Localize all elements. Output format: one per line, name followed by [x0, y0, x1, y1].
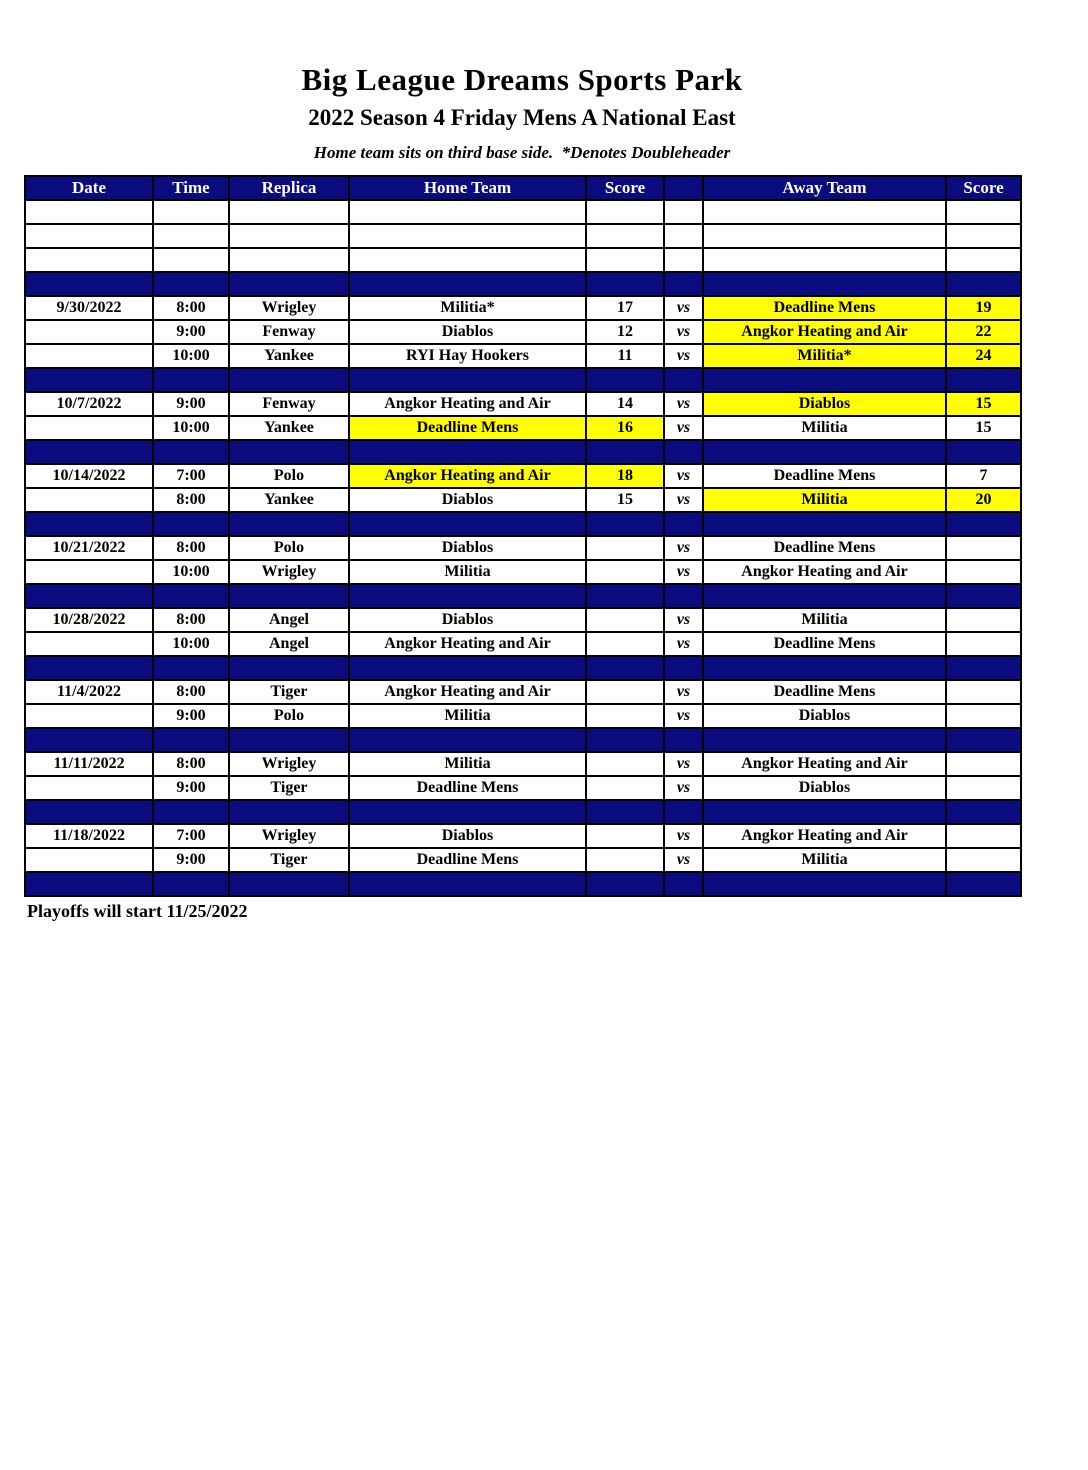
separator-cell: [664, 512, 703, 536]
away-score-cell: [946, 752, 1021, 776]
replica-cell: [229, 224, 349, 248]
home-score-cell: 18: [586, 464, 664, 488]
home-team-cell: Deadline Mens: [349, 848, 586, 872]
away-score-cell: [946, 224, 1021, 248]
away-team-cell: Deadline Mens: [703, 632, 946, 656]
separator-cell: [25, 584, 153, 608]
separator-cell: [153, 440, 229, 464]
vs-cell: vs: [664, 488, 703, 512]
replica-cell: Wrigley: [229, 824, 349, 848]
separator-cell: [349, 368, 586, 392]
separator-cell: [349, 728, 586, 752]
vs-cell: vs: [664, 608, 703, 632]
separator-cell: [586, 584, 664, 608]
home-score-cell: 12: [586, 320, 664, 344]
away-score-cell: [946, 848, 1021, 872]
separator-cell: [946, 872, 1021, 896]
time-cell: 10:00: [153, 632, 229, 656]
separator-cell: [349, 512, 586, 536]
home-score-cell: [586, 680, 664, 704]
time-cell: 8:00: [153, 536, 229, 560]
column-header: Score: [946, 176, 1021, 200]
vs-cell: vs: [664, 344, 703, 368]
separator-cell: [946, 728, 1021, 752]
date-cell: [25, 776, 153, 800]
vs-cell: vs: [664, 320, 703, 344]
column-header: [664, 176, 703, 200]
separator-cell: [153, 872, 229, 896]
home-score-cell: [586, 560, 664, 584]
separator-row: [25, 440, 1021, 464]
separator-cell: [946, 272, 1021, 296]
away-score-cell: [946, 680, 1021, 704]
home-score-cell: [586, 224, 664, 248]
empty-row: [25, 200, 1021, 224]
separator-cell: [946, 512, 1021, 536]
separator-cell: [25, 368, 153, 392]
vs-cell: vs: [664, 752, 703, 776]
separator-cell: [153, 800, 229, 824]
away-team-cell: Angkor Heating and Air: [703, 752, 946, 776]
vs-cell: [664, 200, 703, 224]
separator-row: [25, 800, 1021, 824]
separator-cell: [229, 584, 349, 608]
time-cell: 9:00: [153, 776, 229, 800]
replica-cell: Polo: [229, 704, 349, 728]
separator-cell: [703, 872, 946, 896]
separator-cell: [586, 872, 664, 896]
home-score-cell: 15: [586, 488, 664, 512]
date-cell: [25, 416, 153, 440]
separator-cell: [153, 368, 229, 392]
vs-cell: vs: [664, 824, 703, 848]
vs-cell: vs: [664, 416, 703, 440]
game-row: [25, 320, 1021, 344]
home-score-cell: 14: [586, 392, 664, 416]
date-cell: [25, 632, 153, 656]
time-cell: 8:00: [153, 296, 229, 320]
time-cell: 9:00: [153, 848, 229, 872]
home-team-cell: [349, 224, 586, 248]
column-header: Time: [153, 176, 229, 200]
date-cell: [25, 320, 153, 344]
away-score-cell: 15: [946, 416, 1021, 440]
home-score-cell: [586, 200, 664, 224]
home-team-cell: Angkor Heating and Air: [349, 680, 586, 704]
separator-cell: [349, 440, 586, 464]
separator-row: [25, 656, 1021, 680]
schedule-table: [24, 175, 1022, 897]
column-header: Home Team: [349, 176, 586, 200]
home-score-cell: [586, 608, 664, 632]
separator-cell: [703, 512, 946, 536]
home-score-cell: 11: [586, 344, 664, 368]
date-cell: 10/21/2022: [25, 536, 153, 560]
date-cell: 11/4/2022: [25, 680, 153, 704]
vs-cell: vs: [664, 632, 703, 656]
separator-cell: [664, 800, 703, 824]
vs-cell: [664, 248, 703, 272]
schedule-document: [24, 62, 1020, 922]
separator-cell: [586, 272, 664, 296]
home-team-cell: Militia: [349, 704, 586, 728]
game-row: [25, 344, 1021, 368]
away-team-cell: Angkor Heating and Air: [703, 320, 946, 344]
separator-cell: [586, 512, 664, 536]
separator-cell: [946, 800, 1021, 824]
away-score-cell: 24: [946, 344, 1021, 368]
separator-cell: [349, 272, 586, 296]
vs-cell: vs: [664, 560, 703, 584]
vs-cell: vs: [664, 392, 703, 416]
date-cell: [25, 560, 153, 584]
date-cell: 11/18/2022: [25, 824, 153, 848]
separator-cell: [229, 656, 349, 680]
home-team-cell: Diablos: [349, 320, 586, 344]
column-header: Replica: [229, 176, 349, 200]
vs-cell: vs: [664, 296, 703, 320]
away-team-cell: Militia: [703, 488, 946, 512]
home-team-cell: Angkor Heating and Air: [349, 632, 586, 656]
game-row: [25, 848, 1021, 872]
time-cell: 8:00: [153, 488, 229, 512]
separator-cell: [229, 368, 349, 392]
game-row: [25, 464, 1021, 488]
replica-cell: Yankee: [229, 488, 349, 512]
separator-cell: [229, 440, 349, 464]
home-team-cell: Angkor Heating and Air: [349, 392, 586, 416]
replica-cell: Tiger: [229, 776, 349, 800]
away-team-cell: Deadline Mens: [703, 680, 946, 704]
away-score-cell: [946, 248, 1021, 272]
time-cell: [153, 248, 229, 272]
away-score-cell: [946, 776, 1021, 800]
separator-cell: [586, 728, 664, 752]
away-team-cell: Militia: [703, 848, 946, 872]
date-cell: [25, 200, 153, 224]
vs-cell: vs: [664, 704, 703, 728]
date-cell: 10/14/2022: [25, 464, 153, 488]
page-title: Big League Dreams Sports Park: [301, 62, 743, 97]
home-team-cell: Militia: [349, 560, 586, 584]
time-cell: 9:00: [153, 392, 229, 416]
away-score-cell: [946, 560, 1021, 584]
date-cell: 11/11/2022: [25, 752, 153, 776]
time-cell: [153, 224, 229, 248]
game-row: [25, 488, 1021, 512]
separator-cell: [153, 512, 229, 536]
time-cell: 7:00: [153, 464, 229, 488]
time-cell: [153, 200, 229, 224]
home-score-cell: [586, 248, 664, 272]
separator-cell: [229, 512, 349, 536]
separator-cell: [946, 584, 1021, 608]
separator-cell: [25, 656, 153, 680]
separator-cell: [664, 872, 703, 896]
away-score-cell: 7: [946, 464, 1021, 488]
home-score-cell: [586, 824, 664, 848]
separator-cell: [586, 368, 664, 392]
separator-cell: [586, 800, 664, 824]
home-team-cell: Militia*: [349, 296, 586, 320]
separator-cell: [349, 656, 586, 680]
away-team-cell: [703, 224, 946, 248]
separator-cell: [153, 272, 229, 296]
replica-cell: Polo: [229, 464, 349, 488]
playoffs-note: Playoffs will start 11/25/2022: [27, 900, 248, 921]
away-team-cell: Deadline Mens: [703, 536, 946, 560]
separator-cell: [25, 728, 153, 752]
separator-cell: [946, 440, 1021, 464]
game-row: [25, 296, 1021, 320]
away-team-cell: Militia: [703, 608, 946, 632]
empty-row: [25, 224, 1021, 248]
date-cell: 10/7/2022: [25, 392, 153, 416]
game-row: [25, 704, 1021, 728]
home-score-cell: 17: [586, 296, 664, 320]
separator-cell: [664, 728, 703, 752]
separator-cell: [664, 440, 703, 464]
home-team-cell: Diablos: [349, 824, 586, 848]
away-score-cell: [946, 536, 1021, 560]
separator-cell: [664, 272, 703, 296]
separator-cell: [703, 656, 946, 680]
home-score-cell: 16: [586, 416, 664, 440]
separator-cell: [946, 656, 1021, 680]
time-cell: 7:00: [153, 824, 229, 848]
header-row: [25, 176, 1021, 200]
replica-cell: Angel: [229, 608, 349, 632]
column-header: Score: [586, 176, 664, 200]
column-header: Date: [25, 176, 153, 200]
date-cell: 9/30/2022: [25, 296, 153, 320]
separator-cell: [664, 368, 703, 392]
game-row: [25, 608, 1021, 632]
separator-row: [25, 728, 1021, 752]
vs-cell: vs: [664, 776, 703, 800]
home-team-cell: Diablos: [349, 536, 586, 560]
away-team-cell: Angkor Heating and Air: [703, 824, 946, 848]
separator-cell: [229, 872, 349, 896]
separator-cell: [25, 272, 153, 296]
away-score-cell: [946, 824, 1021, 848]
replica-cell: [229, 248, 349, 272]
away-team-cell: Diablos: [703, 704, 946, 728]
game-row: [25, 752, 1021, 776]
separator-cell: [703, 800, 946, 824]
replica-cell: Fenway: [229, 392, 349, 416]
away-score-cell: 15: [946, 392, 1021, 416]
replica-cell: Angel: [229, 632, 349, 656]
separator-cell: [349, 800, 586, 824]
separator-row: [25, 512, 1021, 536]
separator-cell: [586, 440, 664, 464]
replica-cell: Polo: [229, 536, 349, 560]
home-team-cell: [349, 248, 586, 272]
away-score-cell: 20: [946, 488, 1021, 512]
time-cell: 8:00: [153, 680, 229, 704]
separator-cell: [664, 656, 703, 680]
separator-cell: [703, 584, 946, 608]
away-score-cell: 22: [946, 320, 1021, 344]
separator-row: [25, 368, 1021, 392]
separator-cell: [25, 800, 153, 824]
replica-cell: Tiger: [229, 680, 349, 704]
game-row: [25, 632, 1021, 656]
away-score-cell: [946, 704, 1021, 728]
vs-cell: vs: [664, 536, 703, 560]
separator-cell: [946, 368, 1021, 392]
separator-cell: [664, 584, 703, 608]
time-cell: 9:00: [153, 704, 229, 728]
separator-cell: [153, 656, 229, 680]
date-cell: [25, 224, 153, 248]
home-score-cell: [586, 536, 664, 560]
vs-cell: vs: [664, 680, 703, 704]
replica-cell: Wrigley: [229, 752, 349, 776]
home-score-cell: [586, 704, 664, 728]
vs-cell: vs: [664, 848, 703, 872]
time-cell: 10:00: [153, 560, 229, 584]
away-score-cell: 19: [946, 296, 1021, 320]
time-cell: 10:00: [153, 344, 229, 368]
game-row: [25, 560, 1021, 584]
separator-cell: [25, 440, 153, 464]
home-team-cell: Deadline Mens: [349, 416, 586, 440]
separator-cell: [153, 728, 229, 752]
replica-cell: Fenway: [229, 320, 349, 344]
empty-row: [25, 248, 1021, 272]
date-cell: [25, 848, 153, 872]
separator-row: [25, 872, 1021, 896]
replica-cell: Wrigley: [229, 296, 349, 320]
game-row: [25, 536, 1021, 560]
game-row: [25, 680, 1021, 704]
home-team-cell: RYI Hay Hookers: [349, 344, 586, 368]
date-cell: 10/28/2022: [25, 608, 153, 632]
separator-cell: [229, 728, 349, 752]
away-team-cell: Angkor Heating and Air: [703, 560, 946, 584]
time-cell: 10:00: [153, 416, 229, 440]
separator-cell: [703, 368, 946, 392]
game-row: [25, 416, 1021, 440]
separator-cell: [229, 800, 349, 824]
page-subtitle: 2022 Season 4 Friday Mens A National East: [308, 104, 736, 130]
time-cell: 9:00: [153, 320, 229, 344]
away-team-cell: Diablos: [703, 392, 946, 416]
home-team-cell: [349, 200, 586, 224]
replica-cell: Yankee: [229, 416, 349, 440]
separator-cell: [349, 872, 586, 896]
separator-cell: [703, 728, 946, 752]
away-team-cell: [703, 248, 946, 272]
separator-cell: [25, 872, 153, 896]
separator-cell: [586, 656, 664, 680]
vs-cell: [664, 224, 703, 248]
home-team-cell: Diablos: [349, 488, 586, 512]
away-team-cell: Militia*: [703, 344, 946, 368]
replica-cell: Yankee: [229, 344, 349, 368]
game-row: [25, 392, 1021, 416]
date-cell: [25, 248, 153, 272]
game-row: [25, 776, 1021, 800]
separator-cell: [153, 584, 229, 608]
separator-cell: [703, 272, 946, 296]
away-score-cell: [946, 608, 1021, 632]
away-score-cell: [946, 200, 1021, 224]
time-cell: 8:00: [153, 608, 229, 632]
date-cell: [25, 488, 153, 512]
home-score-cell: [586, 776, 664, 800]
replica-cell: Tiger: [229, 848, 349, 872]
vs-cell: vs: [664, 464, 703, 488]
home-team-cell: Diablos: [349, 608, 586, 632]
away-team-cell: Deadline Mens: [703, 296, 946, 320]
away-team-cell: [703, 200, 946, 224]
game-row: [25, 824, 1021, 848]
home-score-cell: [586, 752, 664, 776]
home-team-cell: Angkor Heating and Air: [349, 464, 586, 488]
schedule-table-body: [25, 200, 1021, 896]
replica-cell: Wrigley: [229, 560, 349, 584]
separator-row: [25, 584, 1021, 608]
separator-cell: [25, 512, 153, 536]
column-header: Away Team: [703, 176, 946, 200]
away-team-cell: Deadline Mens: [703, 464, 946, 488]
separator-cell: [349, 584, 586, 608]
separator-row: [25, 272, 1021, 296]
home-score-cell: [586, 848, 664, 872]
home-score-cell: [586, 632, 664, 656]
date-cell: [25, 344, 153, 368]
away-team-cell: Militia: [703, 416, 946, 440]
time-cell: 8:00: [153, 752, 229, 776]
date-cell: [25, 704, 153, 728]
separator-cell: [703, 440, 946, 464]
home-team-note: Home team sits on third base side. *Denotes Doubleheader: [313, 143, 731, 163]
away-team-cell: Diablos: [703, 776, 946, 800]
home-team-cell: Militia: [349, 752, 586, 776]
home-team-cell: Deadline Mens: [349, 776, 586, 800]
away-score-cell: [946, 632, 1021, 656]
separator-cell: [229, 272, 349, 296]
replica-cell: [229, 200, 349, 224]
